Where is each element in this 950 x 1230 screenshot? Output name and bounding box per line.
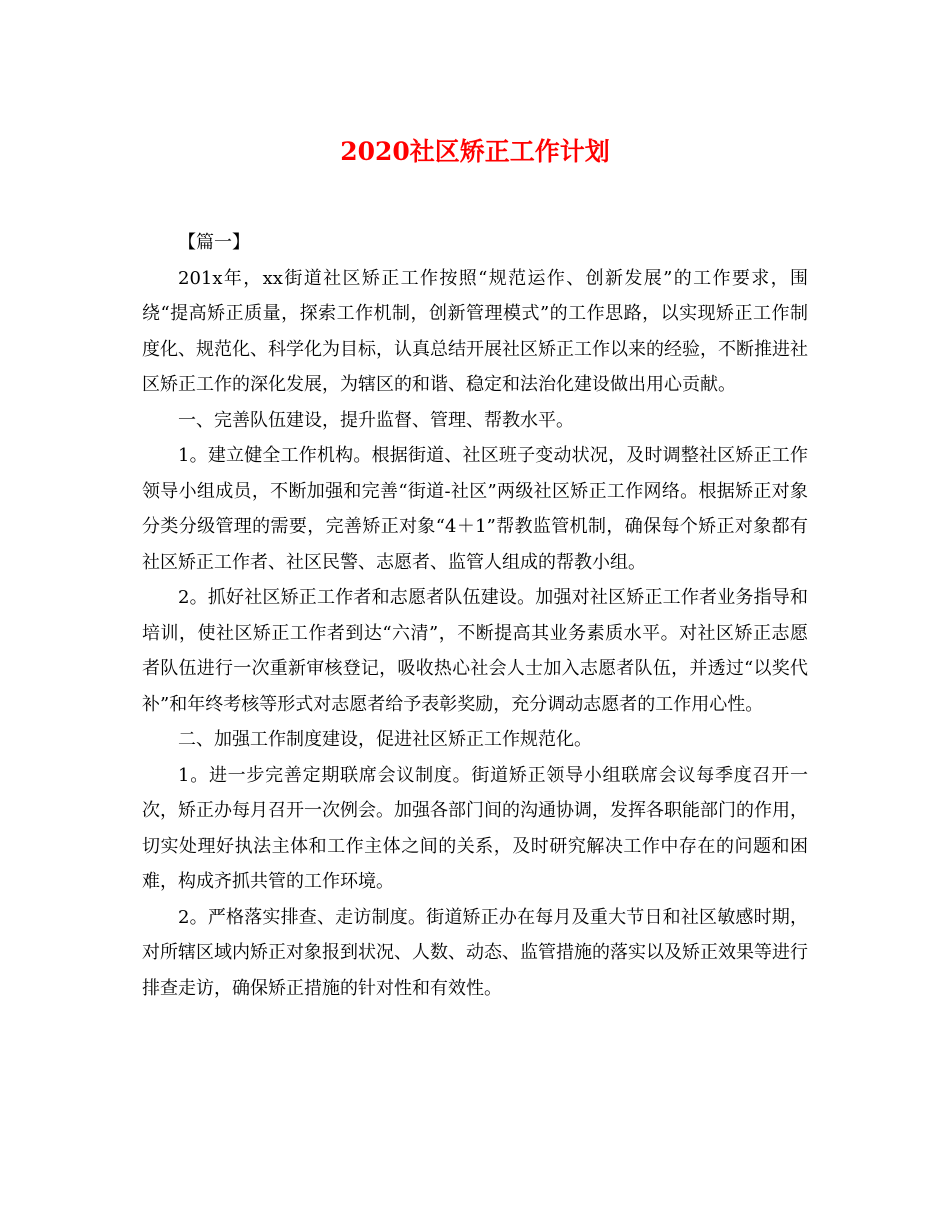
paragraph-1-2: 2。抓好社区矫正工作者和志愿者队伍建设。加强对社区矫正工作者业务指导和培训，使社区矫正工作者到达“六清”，不断提高其业务素质水平。对社区矫正志愿者队伍进行一次重新审核登记，吸收热心社会人士加入志愿者队伍，并透过“以奖代补”和年终考核等形式对志愿者给予表彰奖励，充分调动志愿者的工作用心性。	[142, 587, 808, 715]
paragraph-2-1: 1。进一步完善定期联席会议制度。街道矫正领导小组联席会议每季度召开一次，矫正办每月召开一次例会。加强各部门间的沟通协调，发挥各职能部门的作用，切实处理好执法主体和工作主体之间的关系，及时研究解决工作中存在的问题和困难，构成齐抓共管的工作环境。	[142, 764, 808, 892]
section-heading-1: 一、完善队伍建设，提升监督、管理、帮教水平。	[178, 409, 574, 431]
intro-paragraph: 201x年，xx街道社区矫正工作按照“规范运作、创新发展”的工作要求，围绕“提高矫正质量，探索工作机制，创新管理模式”的工作思路，以实现矫正工作制度化、规范化、科学化为目标，认真总结开展社区矫正工作以来的经验，不断推进社区矫正工作的深化发展，为辖区的和谐、稳定和法治化建设做出用心贡献。	[142, 267, 808, 395]
paragraph-1-1: 1。建立健全工作机构。根据街道、社区班子变动状况，及时调整社区矫正工作领导小组成员，不断加强和完善“街道-社区”两级社区矫正工作网络。根据矫正对象分类分级管理的需要，完善矫正对象“4＋1”帮教监管机制，确保每个矫正对象都有社区矫正工作者、社区民警、志愿者、监管人组成的帮教小组。	[142, 445, 808, 573]
paragraph-2-2: 2。严格落实排查、走访制度。街道矫正办在每月及重大节日和社区敏感时期，对所辖区域内矫正对象报到状况、人数、动态、监管措施的落实以及矫正效果等进行排查走访，确保矫正措施的针对性和有效性。	[142, 906, 808, 999]
document-body	[142, 225, 808, 1006]
section-label: 【篇一】	[178, 232, 250, 253]
section-heading-2: 二、加强工作制度建设，促进社区矫正工作规范化。	[178, 729, 592, 750]
document-title: 2020社区矫正工作计划	[340, 137, 610, 166]
